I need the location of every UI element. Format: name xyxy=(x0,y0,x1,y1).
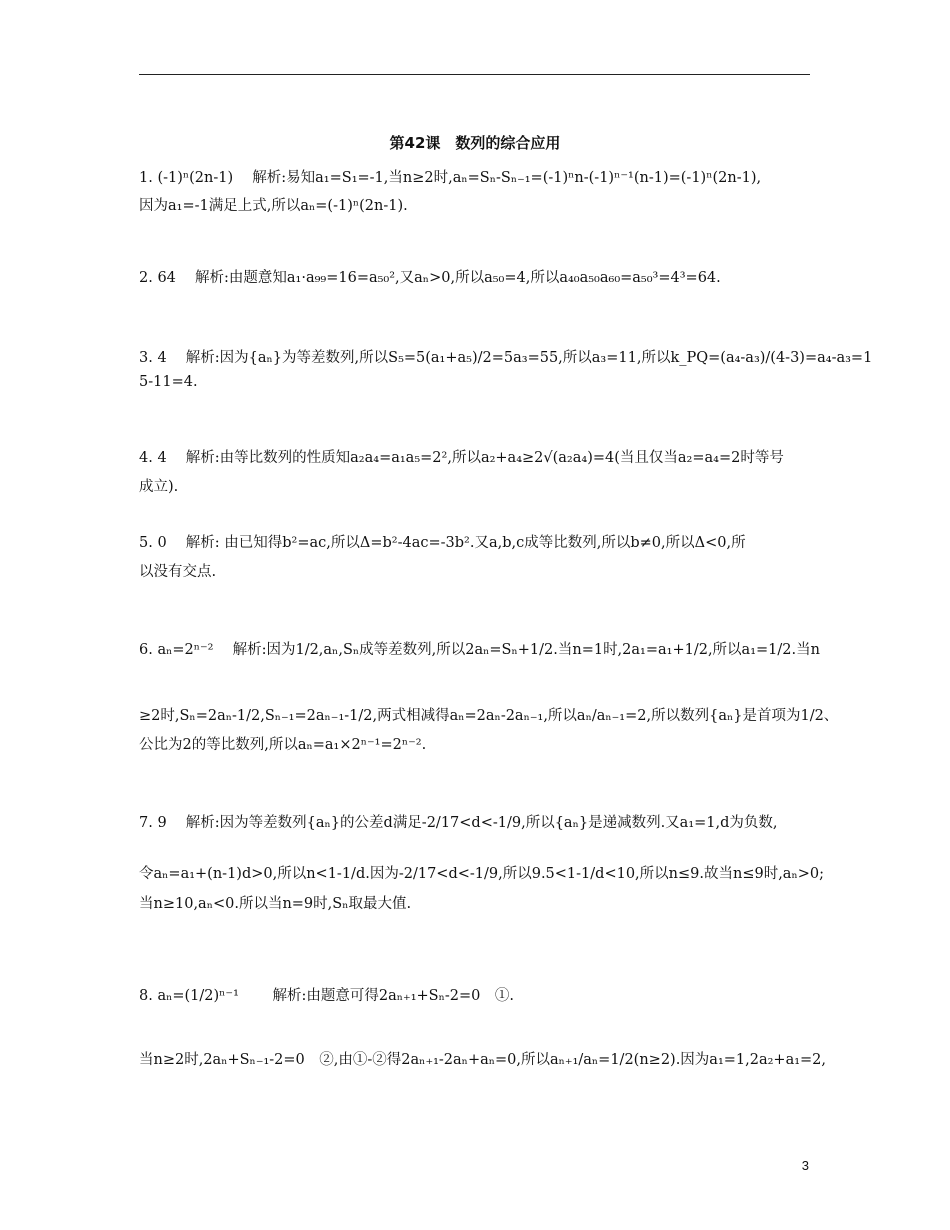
solution-line: 当n≥10,aₙ<0.所以当n=9时,Sₙ取最大值. xyxy=(139,896,412,912)
solution-line: 因为a₁=-1满足上式,所以aₙ=(-1)ⁿ(2n-1). xyxy=(139,198,408,214)
solution-line: ≥2时,Sₙ=2aₙ-1/2,Sₙ₋₁=2aₙ₋₁-1/2,两式相减得aₙ=2aₙ-2aₙ₋₁,所以aₙ/aₙ₋₁=2,所以数列{aₙ}是首项为1/2、 xyxy=(139,708,839,724)
solution-line: 2. 64 解析:由题意知a₁·a₉₉=16=a₅₀²,又aₙ>0,所以a₅₀=4,所以a₄₀a₅₀a₆₀=a₅₀³=4³=64. xyxy=(139,270,721,286)
solution-line: 当n≥2时,2aₙ+Sₙ₋₁-2=0 ②,由①-②得2aₙ₊₁-2aₙ+aₙ=0,所以aₙ₊₁/aₙ=1/2(n≥2).因为a₁=1,2a₂+a₁=2, xyxy=(139,1052,827,1068)
solution-line: 令aₙ=a₁+(n-1)d>0,所以n<1-1/d.因为-2/17<d<-1/9,所以9.5<1-1/d<10,所以n≤9.故当n≤9时,aₙ>0; xyxy=(139,866,824,882)
page-title: 第42课 数列的综合应用 xyxy=(389,134,561,152)
solution-line: 5-11=4. xyxy=(139,374,198,390)
solution-line: 5. 0 解析: 由已知得b²=ac,所以Δ=b²-4ac=-3b².又a,b,c成等比数列,所以b≠0,所以Δ<0,所 xyxy=(139,535,746,551)
page-number: 3 xyxy=(801,1158,809,1173)
solution-line: 8. aₙ=(1/2)ⁿ⁻¹ 解析:由题意可得2aₙ₊₁+Sₙ-2=0 ①. xyxy=(139,988,514,1004)
solution-line: 以没有交点. xyxy=(139,564,217,580)
solution-line: 7. 9 解析:因为等差数列{aₙ}的公差d满足-2/17<d<-1/9,所以{aₙ}是递减数列.又a₁=1,d为负数, xyxy=(139,815,778,831)
header-rule xyxy=(139,74,810,75)
solution-line: 3. 4 解析:因为{aₙ}为等差数列,所以S₅=5(a₁+a₅)/2=5a₃=55,所以a₃=11,所以k_PQ=(a₄-a₃)/(4-3)=a₄-a₃=1 xyxy=(139,350,873,366)
solution-line: 6. aₙ=2ⁿ⁻² 解析:因为1/2,aₙ,Sₙ成等差数列,所以2aₙ=Sₙ+1/2.当n=1时,2a₁=a₁+1/2,所以a₁=1/2.当n xyxy=(139,642,820,658)
solution-line: 成立). xyxy=(139,479,179,495)
solution-line: 公比为2的等比数列,所以aₙ=a₁×2ⁿ⁻¹=2ⁿ⁻². xyxy=(139,737,427,753)
solution-line: 4. 4 解析:由等比数列的性质知a₂a₄=a₁a₅=2²,所以a₂+a₄≥2√(a₂a₄)=4(当且仅当a₂=a₄=2时等号 xyxy=(139,450,784,466)
solution-line: 1. (-1)ⁿ(2n-1) 解析:易知a₁=S₁=-1,当n≥2时,aₙ=Sₙ-Sₙ₋₁=(-1)ⁿn-(-1)ⁿ⁻¹(n-1)=(-1)ⁿ(2n-1), xyxy=(139,170,762,186)
